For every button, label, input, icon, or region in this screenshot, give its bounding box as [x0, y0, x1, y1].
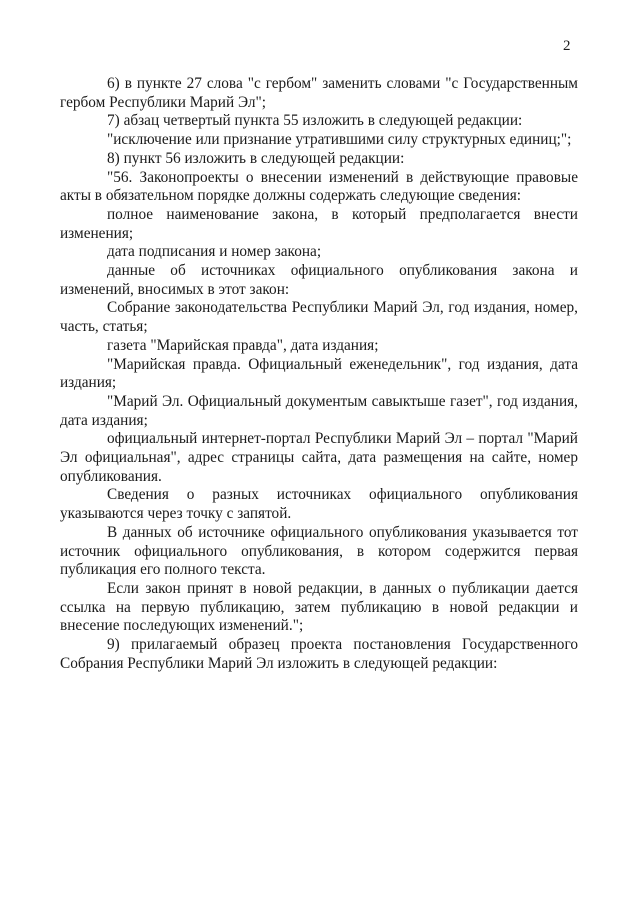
document-body [60, 75, 578, 674]
paragraph-source-collection: Собрание законодательства Республики Марий Эл, год издания, номер, часть, статья; [60, 299, 578, 336]
paragraph-item-8: 8) пункт 56 изложить в следующей редакции: [107, 149, 405, 167]
paragraph-signing-date: дата подписания и номер закона; [107, 243, 322, 261]
paragraph-source-internet-portal: официальный интернет-портал Республики Марий Эл – портал "Марий Эл официальная", адрес страницы сайта, дата размещения на сайте, номер опубликования. [60, 430, 578, 485]
paragraph-source-weekly: "Марийская правда. Официальный еженедельник", год издания, дата издания; [60, 355, 578, 392]
paragraph-clause-56: "56. Законопроекты о внесении изменений в действующие правовые акты в обязательном порядке должны содержать следующие сведения: [60, 168, 578, 205]
page-number: 2 [563, 38, 571, 54]
paragraph-first-publication: В данных об источнике официального опубликования указывается тот источник официального опубликования, в котором содержится первая публикация его полного текста. [60, 523, 578, 579]
paragraph-item-7-text: "исключение или признание утратившими силу структурных единиц;"; [107, 131, 572, 149]
paragraph-source-mari-gazette: "Марий Эл. Официальный документым савыктыше газет", год издания, дата издания; [60, 392, 578, 429]
paragraph-item-7: 7) абзац четвертый пункта 55 изложить в следующей редакции: [107, 112, 523, 130]
paragraph-new-edition: Если закон принят в новой редакции, в данных о публикации дается ссылка на первую публикацию, затем публикацию в новой редакции и внесение последующих изменений."; [60, 579, 578, 635]
paragraph-publication-sources: данные об источниках официального опубликования закона и изменений, вносимых в этот закон: [60, 262, 578, 298]
paragraph-law-full-name: полное наименование закона, в который предполагается внести изменения; [60, 205, 578, 242]
paragraph-source-newspaper: газета "Марийская правда", дата издания; [107, 336, 379, 354]
paragraph-item-6: 6) в пункте 27 слова "с гербом" заменить словами "с Государственным гербом Республики Марий Эл"; [60, 75, 578, 111]
paragraph-item-9: 9) прилагаемый образец проекта постановления Государственного Собрания Республики Марий Эл изложить в следующей редакции: [60, 636, 578, 672]
paragraph-sources-separator: Сведения о разных источниках официального опубликования указываются через точку с запятой. [60, 486, 578, 523]
